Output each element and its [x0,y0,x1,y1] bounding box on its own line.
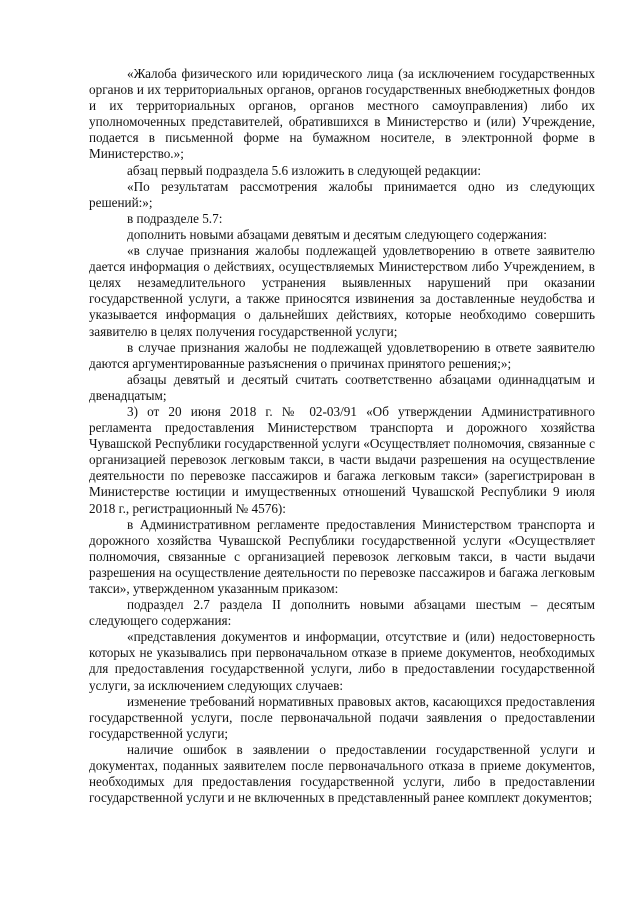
paragraph-subsection-2-7: подраздел 2.7 раздела II дополнить новыми абзацами шестым – десятым следующего содержания: [89,597,595,629]
paragraph-renumber: абзацы девятый и десятый считать соответственно абзацами одиннадцатым и двенадцатым; [89,371,595,403]
paragraph-complaint-satisfied: «в случае признания жалобы подлежащей удовлетворению в ответе заявителю дается информация о действиях, осуществляемых Министерством либо Учреждением, в целях незамедлительного устранения выявленных нарушений при оказании государственной услуги, а также приносятся извинения за доставленные неудобства и указывается информация о дальнейших действиях, которые необходимо совершить заявителю в целях получения государственной услуги; [89,243,595,339]
paragraph-subsection-5-7: в подразделе 5.7: [127,210,223,226]
paragraph-admin-regulation: в Административном регламенте предоставления Министерством транспорта и дорожного хозяйства Чувашской Республики государственной услуги «Осуществляет полномочия, связанные с организацией перевозок легковым такси, в части выдачи разрешения на осуществление деятельности по перевозке пассажиров и багажа легковым такси», утвержденном указанным приказом: [89,516,595,596]
paragraph-errors-in-application: наличие ошибок в заявлении о предоставлении государственной услуги и документах, поданных заявителем после первоначального отказа в приеме документов, необходимых для предоставления государственной услуги, либо в предоставлении государственной услуги и не включенных в представленный ранее комплект документов; [89,741,595,806]
paragraph-complaint-rejected: в случае признания жалобы не подлежащей удовлетворению в ответе заявителю даются аргументированные разъяснения о причинах принятого решения;»; [89,339,595,371]
paragraph-order-02-03-91: 3) от 20 июня 2018 г. № 02-03/91 «Об утверждении Административного регламента предоставления Министерством транспорта и дорожного хозяйства Чувашской Республики государственной услуги «Осуществляет полномочия, связанные с организацией перевозок легковым такси, в части выдачи разрешения на осуществление деятельности по перевозке пассажиров и багажа легковым такси» (зарегистрирован в Министерстве юстиции и имущественных отношений Чувашской Республики 9 июля 2018 г., регистрационный № 4576): [89,403,595,516]
paragraph-decision-options: «По результатам рассмотрения жалобы принимается одно из следующих решений:»; [89,178,595,210]
paragraph-amend-5-6: абзац первый подраздела 5.6 изложить в следующей редакции: [127,162,481,178]
paragraph-add-ninth-tenth: дополнить новыми абзацами девятым и десятым следующего содержания: [127,226,547,242]
document-page [89,66,595,806]
paragraph-complaint-form: «Жалоба физического или юридического лица (за исключением государственных органов и их территориальных органов, органов государственных внебюджетных фондов и их территориальных органов, органов местного самоуправления) либо их уполномоченных представителей, обратившихся в Министерство и (или) Учреждение, подается в письменной форме на бумажном носителе, в электронной форме в Министерство.»; [89,66,595,162]
paragraph-documents-info: «представления документов и информации, отсутствие и (или) недостоверность которых не указывались при первоначальном отказе в приеме документов, необходимых для предоставления государственной услуги, либо в предоставлении государственной услуги, за исключением следующих случаев: [89,629,595,693]
paragraph-requirements-change: изменение требований нормативных правовых актов, касающихся предоставления государственной услуги, после первоначальной подачи заявления о предоставлении государственной услуги; [89,693,595,741]
